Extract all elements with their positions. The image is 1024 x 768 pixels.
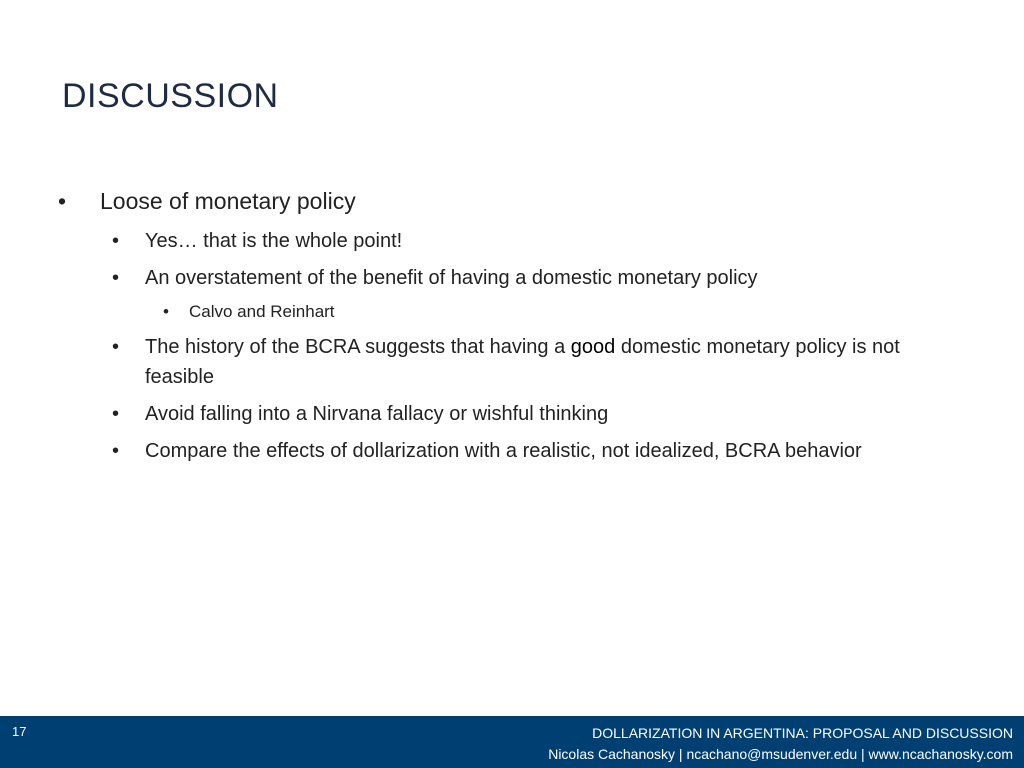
bullet-icon: •	[163, 302, 169, 321]
bullet-text: An overstatement of the benefit of having a domestic monetary policy	[145, 267, 758, 289]
bullet-icon: •	[112, 440, 120, 462]
slide-title: DISCUSSION	[62, 77, 279, 115]
bullet-icon: •	[112, 230, 120, 252]
bullet-text: Avoid falling into a Nirvana fallacy or wishful thinking	[145, 403, 609, 425]
author-contact: Nicolas Cachanosky | ncachano@msudenver.edu | www.ncachanosky.com	[548, 746, 1013, 762]
bullet-icon: •	[112, 403, 120, 425]
bullet-text: Loose of monetary policy	[100, 188, 356, 214]
bullet-list	[0, 183, 1024, 466]
bullet-text: Compare the effects of dollarization with a realistic, not idealized, BCRA behavior	[145, 440, 862, 462]
emphasis-good: good	[570, 336, 616, 358]
bullet-icon: •	[58, 188, 67, 214]
bullet-text: Calvo and Reinhart	[189, 302, 335, 321]
bullet-item-whole-point	[112, 226, 960, 256]
bullet-icon: •	[112, 267, 120, 289]
bullet-text-part-1: The history of the BCRA suggests that having a	[145, 336, 571, 358]
bullet-icon: •	[112, 336, 120, 358]
bullet-item-nirvana-fallacy	[112, 399, 960, 429]
bullet-item-overstatement	[112, 263, 960, 293]
footer-bar	[0, 716, 1024, 768]
presentation-title: DOLLARIZATION IN ARGENTINA: PROPOSAL AND DISCUSSION	[592, 725, 1013, 741]
page-number: 17	[12, 724, 27, 739]
bullet-item-bcra-history	[112, 332, 960, 392]
bullet-text: Yes… that is the whole point!	[145, 230, 403, 252]
bullet-item-loose-monetary-policy	[58, 183, 960, 219]
bullet-item-compare-effects	[112, 436, 960, 466]
bullet-item-calvo-reinhart	[163, 299, 949, 325]
bullet-text-part-2: domestic monetary policy is not feasible	[145, 336, 900, 388]
